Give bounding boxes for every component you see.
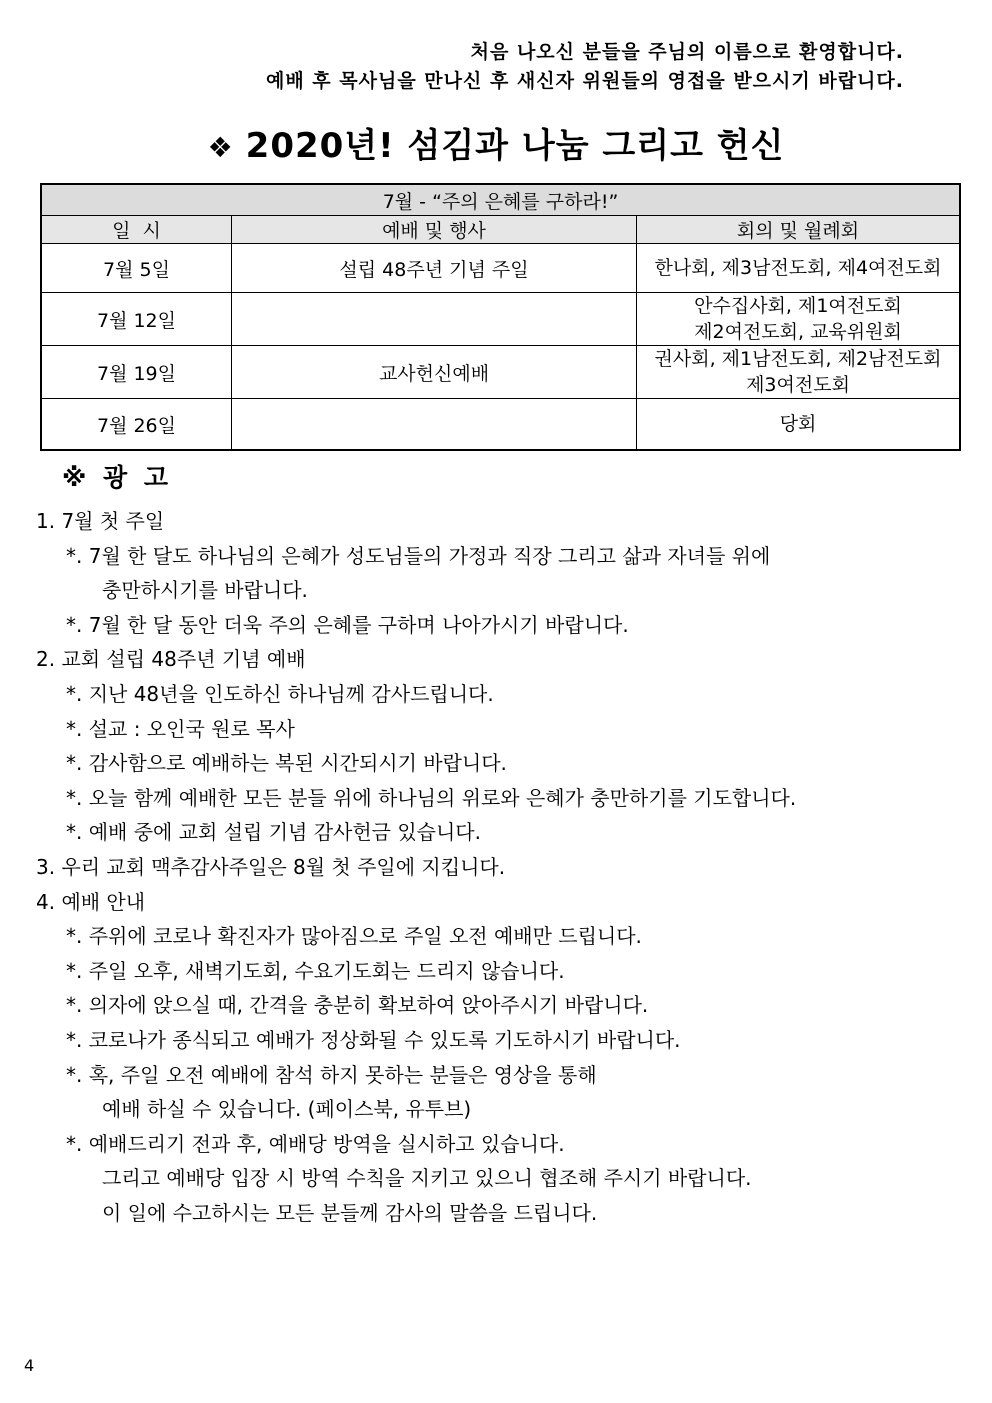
row-meeting-line: 권사회, 제1남전도회, 제2남전도회 — [654, 348, 942, 370]
row-event — [232, 293, 637, 346]
announcement-line: 2. 교회 설립 48주년 기념 예배 — [36, 647, 306, 672]
announcement-line: *. 혹, 주일 오전 예배에 참석 하지 못하는 분들은 영상을 통해 — [66, 1062, 597, 1087]
announcement-line: 4. 예배 안내 — [36, 889, 146, 914]
row-meeting-line: 제2여전도회, 교육위원회 — [694, 321, 902, 343]
announcement-line: *. 예배 중에 교회 설립 기념 감사헌금 있습니다. — [66, 820, 481, 845]
announcement-line: 1. 7월 첫 주일 — [36, 509, 165, 533]
row-date: 7월 19일 — [41, 346, 232, 399]
row-meeting-line: 당회 — [779, 413, 817, 435]
row-event: 설립 48주년 기념 주일 — [232, 244, 637, 293]
welcome-line-1: 처음 나오신 분들을 주님의 이름으로 환영합니다. — [470, 41, 904, 63]
announcement-line: *. 의자에 앉으실 때, 간격을 충분히 확보하여 앉아주시기 바랍니다. — [66, 993, 649, 1018]
table-row — [41, 399, 960, 451]
announcement-line: *. 7월 한 달도 하나님의 은혜가 성도님들의 가정과 직장 그리고 삶과 자녀들 위에 — [66, 543, 771, 568]
schedule-table — [40, 183, 961, 451]
table-row — [41, 244, 960, 293]
header-date: 일 시 — [41, 216, 232, 244]
announcement-line: *. 7월 한 달 동안 더욱 주의 은혜를 구하며 나아가시기 바랍니다. — [66, 612, 629, 637]
page-title-text: 2020년! 섬김과 나눔 그리고 헌신 — [245, 126, 785, 166]
row-meeting — [637, 399, 961, 451]
header-meeting: 회의 및 월례회 — [637, 216, 961, 244]
welcome-line-2: 예배 후 목사님을 만나신 후 새신자 위원들의 영접을 받으시기 바랍니다. — [265, 70, 904, 92]
row-meeting-line: 안수집사회, 제1여전도회 — [694, 295, 902, 317]
month-title: 7월 - “주의 은혜를 구하라!” — [41, 184, 960, 216]
announcement-line: 그리고 예배당 입장 시 방역 수칙을 지키고 있으니 협조해 주시기 바랍니다. — [102, 1166, 752, 1191]
row-meeting — [637, 244, 961, 293]
page-number: 4 — [24, 1356, 35, 1375]
header-event: 예배 및 행사 — [232, 216, 637, 244]
announcement-line: *. 예배드리기 전과 후, 예배당 방역을 실시하고 있습니다. — [66, 1131, 565, 1156]
announcements-list — [36, 504, 966, 1230]
row-date: 7월 12일 — [41, 293, 232, 346]
announcement-line: *. 주위에 코로나 확진자가 많아짐으로 주일 오전 예배만 드립니다. — [66, 924, 642, 949]
announcement-line: *. 오늘 함께 예배한 모든 분들 위에 하나님의 위로와 은혜가 충만하기를 기도합니다. — [66, 785, 797, 810]
announcement-line: *. 감사함으로 예배하는 복된 시간되시기 바랍니다. — [66, 751, 507, 776]
row-date: 7월 5일 — [41, 244, 232, 293]
row-event — [232, 399, 637, 451]
announcements-heading: ※ 광 고 — [62, 463, 173, 492]
page-title — [0, 118, 992, 167]
diamond-icon: ❖ — [207, 131, 234, 164]
row-meeting-line: 한나회, 제3남전도회, 제4여전도회 — [654, 257, 942, 279]
announcement-line: 3. 우리 교회 맥추감사주일은 8월 첫 주일에 지킵니다. — [36, 854, 506, 879]
welcome-message — [266, 38, 904, 96]
table-row — [41, 346, 960, 399]
announcement-line: 예배 하실 수 있습니다. (페이스북, 유투브) — [102, 1097, 472, 1122]
row-meeting — [637, 293, 961, 346]
announcement-line: *. 설교 : 오인국 원로 목사 — [66, 716, 295, 741]
announcement-line: 충만하시기를 바랍니다. — [102, 578, 308, 603]
row-date: 7월 26일 — [41, 399, 232, 451]
row-meeting — [637, 346, 961, 399]
row-meeting-line: 제3여전도회 — [746, 374, 850, 396]
announcement-line: *. 지난 48년을 인도하신 하나님께 감사드립니다. — [66, 681, 494, 706]
announcement-line: *. 코로나가 종식되고 예배가 정상화될 수 있도록 기도하시기 바랍니다. — [66, 1027, 681, 1052]
announcement-line: 이 일에 수고하시는 모든 분들께 감사의 말씀을 드립니다. — [102, 1200, 598, 1225]
announcement-line: *. 주일 오후, 새벽기도회, 수요기도회는 드리지 않습니다. — [66, 958, 565, 983]
table-row — [41, 293, 960, 346]
row-event: 교사헌신예배 — [232, 346, 637, 399]
